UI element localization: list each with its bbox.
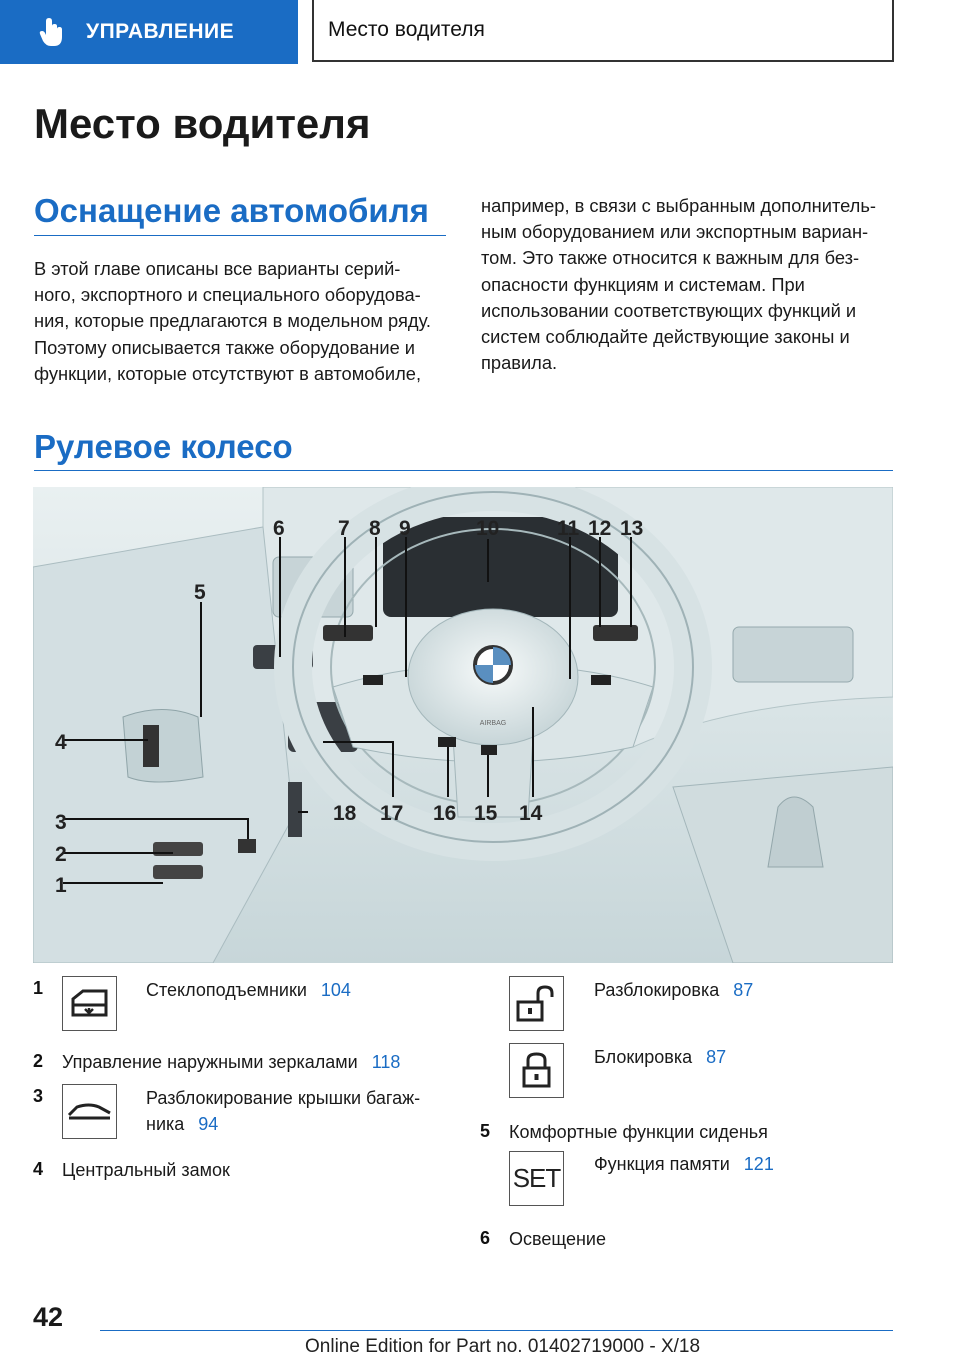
legend-item-seat-comfort <box>509 1119 768 1145</box>
chapter-tab-label: Место водителя <box>328 18 485 41</box>
legend-number: 5 <box>480 1121 491 1141</box>
callout-2: 2 <box>55 843 67 866</box>
heading-rule <box>34 470 893 471</box>
legend-item-central-locking <box>62 1157 230 1183</box>
page-ref-link[interactable]: 94 <box>198 1114 219 1134</box>
legend-item-trunk <box>146 1085 420 1137</box>
callout-1: 1 <box>55 874 67 897</box>
legend-item-memory <box>594 1151 774 1177</box>
intro-paragraph-col1 <box>34 256 431 387</box>
text-line: ного, экспортного и специального оборудова- <box>34 284 421 306</box>
legend-number: 4 <box>33 1159 44 1179</box>
legend-text: Функция памяти <box>594 1154 730 1174</box>
text-line: ния, которые предлагаются в модельном ряду. <box>34 310 431 332</box>
set-button-label: SET <box>512 1163 561 1193</box>
legend-item-lock <box>594 1044 726 1070</box>
window-lift-icon <box>62 976 117 1031</box>
text-line: функции, которые отсутствуют в автомобиле, <box>34 362 422 384</box>
legend-item-window-lifts <box>146 977 351 1003</box>
section-heading-equipment: Оснащение автомобиля <box>34 192 429 229</box>
section-heading-steering-wheel: Рулевое колесо <box>34 428 293 465</box>
text-line: В этой главе описаны все варианты серий- <box>34 258 401 279</box>
text-line: Поэтому описывается также оборудование и <box>34 336 416 358</box>
legend-number: 6 <box>480 1228 491 1248</box>
callout-5: 5 <box>194 581 206 604</box>
unlock-icon <box>509 976 564 1031</box>
callout-9: 9 <box>399 517 411 540</box>
callout-17: 17 <box>380 802 404 825</box>
text-line: например, в связи с выбранным дополнитель- <box>481 195 876 216</box>
callout-3: 3 <box>55 811 67 834</box>
page-ref-link[interactable]: 87 <box>706 1047 727 1067</box>
text-line: ным оборудованием или экспортным вариан- <box>481 221 869 243</box>
legend-text: Освещение <box>509 1229 606 1249</box>
chapter-tab[interactable] <box>312 0 894 62</box>
cockpit-illustration <box>33 487 893 963</box>
legend-text: Стеклоподъемники <box>146 980 307 1000</box>
page-ref-link[interactable]: 121 <box>743 1154 774 1174</box>
trunk-open-icon <box>62 1084 117 1139</box>
callout-6: 6 <box>273 517 285 540</box>
text-line: систем соблюдайте действующие законы и <box>481 326 850 348</box>
callout-8: 8 <box>369 517 381 540</box>
callout-10: 10 <box>476 517 500 540</box>
airbag-label: AIRBAG <box>479 720 507 727</box>
legend-text: Разблокирование крышки багаж- <box>146 1088 421 1108</box>
cockpit-drawing <box>33 487 893 963</box>
footer-edition: Online Edition for Part no. 01402719000 - X/18 <box>305 1336 701 1357</box>
callout-11: 11 <box>557 517 580 540</box>
callout-15: 15 <box>474 802 498 825</box>
legend-number: 3 <box>33 1086 44 1106</box>
callout-16: 16 <box>433 802 457 825</box>
legend-item-unlock <box>594 977 753 1003</box>
text-line: опасности функциям и системам. При <box>481 273 805 295</box>
hand-pointer-icon <box>36 15 70 49</box>
callout-18: 18 <box>333 802 357 825</box>
legend-number: 1 <box>33 978 44 998</box>
section-tab-label: УПРАВЛЕНИЕ <box>86 20 235 43</box>
callout-12: 12 <box>588 517 612 540</box>
set-button-icon <box>509 1151 564 1206</box>
legend-text: Разблокировка <box>594 980 720 1000</box>
page-ref-link[interactable]: 87 <box>733 980 754 1000</box>
section-tab[interactable] <box>0 0 298 64</box>
callout-4: 4 <box>55 731 67 754</box>
legend-item-lighting <box>509 1226 606 1252</box>
legend-number: 2 <box>33 1051 44 1071</box>
page-number: 42 <box>33 1302 64 1332</box>
legend-text: Комфортные функции сиденья <box>509 1122 768 1142</box>
callout-13: 13 <box>620 517 644 540</box>
page-title: Место водителя <box>34 100 371 147</box>
footer-rule <box>100 1330 893 1331</box>
text-line: том. Это также относится к важным для без- <box>481 247 860 269</box>
text-line: использовании соответствующих функций и <box>481 299 857 321</box>
lock-icon <box>509 1043 564 1098</box>
intro-paragraph-col2 <box>481 193 876 376</box>
legend-text: Центральный замок <box>62 1160 230 1180</box>
legend-text: ника <box>146 1114 185 1134</box>
page-ref-link[interactable]: 118 <box>371 1052 401 1072</box>
heading-rule <box>34 235 446 236</box>
legend-item-mirrors <box>62 1049 400 1075</box>
legend-text: Управление наружными зеркалами <box>62 1052 358 1072</box>
legend-text: Блокировка <box>594 1047 693 1067</box>
callout-7: 7 <box>338 517 350 540</box>
callout-14: 14 <box>519 802 543 825</box>
text-line: правила. <box>481 352 558 374</box>
page-ref-link[interactable]: 104 <box>320 980 351 1000</box>
